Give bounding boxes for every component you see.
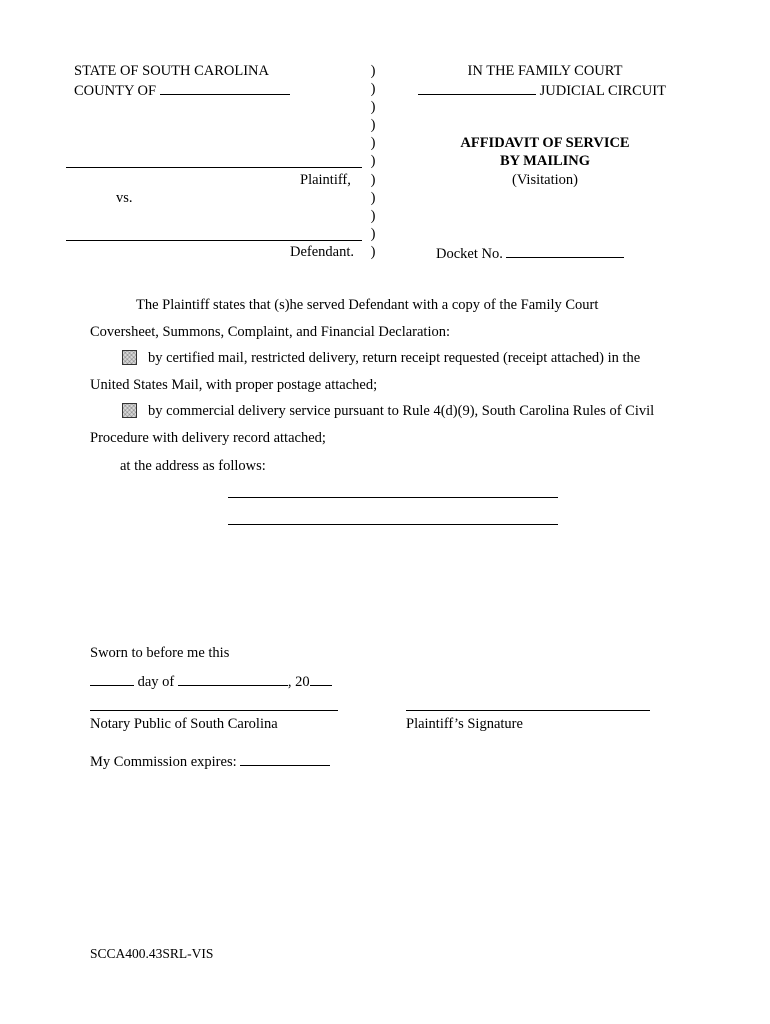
commercial-delivery-checkbox[interactable]	[122, 403, 137, 418]
circuit-line	[418, 80, 666, 100]
caption-paren: )	[370, 99, 376, 115]
day-blank[interactable]	[90, 671, 134, 686]
caption-paren: )	[370, 208, 376, 224]
address-line-1[interactable]	[228, 497, 558, 498]
plaintiff-name-line[interactable]	[66, 167, 362, 168]
day-of-label: day of	[137, 674, 175, 690]
sworn-text: Sworn to before me this	[90, 645, 230, 661]
county-line	[74, 80, 290, 100]
address-line-2[interactable]	[228, 524, 558, 525]
certified-mail-checkbox[interactable]	[122, 350, 137, 365]
vs-label: vs.	[116, 190, 133, 206]
document-title-line2: BY MAILING	[499, 153, 591, 169]
plaintiff-signature-line[interactable]	[406, 710, 650, 711]
document-subtitle: (Visitation)	[512, 172, 578, 188]
date-line	[90, 671, 332, 691]
commission-label: My Commission expires:	[90, 754, 237, 770]
address-intro: at the address as follows:	[120, 458, 266, 474]
document-title: AFFIDAVIT OF SERVICE	[460, 135, 630, 151]
state-heading: STATE OF SOUTH CAROLINA	[74, 63, 269, 79]
defendant-name-line[interactable]	[66, 240, 362, 241]
caption-paren: )	[370, 135, 376, 151]
notary-label: Notary Public of South Carolina	[90, 716, 278, 732]
caption-paren: )	[370, 117, 376, 133]
intro-text-line1: The Plaintiff states that (s)he served Defendant with a copy of the Family Court	[136, 297, 599, 313]
option-commercial-line1: by commercial delivery service pursuant to Rule 4(d)(9), South Carolina Rules of Civil	[148, 403, 655, 419]
docket-line	[436, 243, 624, 263]
circuit-label: JUDICIAL CIRCUIT	[539, 83, 666, 99]
caption-paren: )	[370, 63, 376, 79]
caption-paren: )	[370, 153, 376, 169]
year-prefix: , 20	[287, 674, 310, 690]
form-code: SCCA400.43SRL-VIS	[90, 946, 214, 961]
notary-signature-line[interactable]	[90, 710, 338, 711]
month-blank[interactable]	[178, 671, 288, 686]
intro-text-line2: Coversheet, Summons, Complaint, and Financial Declaration:	[90, 324, 451, 340]
circuit-blank[interactable]	[418, 80, 536, 95]
plaintiff-signature-label: Plaintiff’s Signature	[406, 716, 523, 732]
plaintiff-label: Plaintiff,	[300, 172, 351, 188]
caption-paren: )	[370, 172, 376, 188]
caption-paren: )	[370, 244, 376, 260]
option-commercial-line2: Procedure with delivery record attached;	[90, 430, 326, 446]
court-name: IN THE FAMILY COURT	[467, 63, 623, 79]
commission-line	[90, 751, 330, 771]
caption-paren: )	[370, 81, 376, 97]
option-certified-line2: United States Mail, with proper postage attached;	[90, 377, 378, 393]
caption-paren: )	[370, 226, 376, 242]
commission-blank[interactable]	[240, 751, 330, 766]
county-label: COUNTY OF	[74, 83, 157, 99]
caption-paren: )	[370, 190, 376, 206]
docket-blank[interactable]	[506, 243, 624, 258]
option-certified-line1: by certified mail, restricted delivery, return receipt requested (receipt attached) in the	[148, 350, 641, 366]
year-blank[interactable]	[310, 671, 332, 686]
defendant-label: Defendant.	[290, 244, 355, 260]
county-blank[interactable]	[160, 80, 290, 95]
docket-label: Docket No.	[436, 246, 503, 262]
